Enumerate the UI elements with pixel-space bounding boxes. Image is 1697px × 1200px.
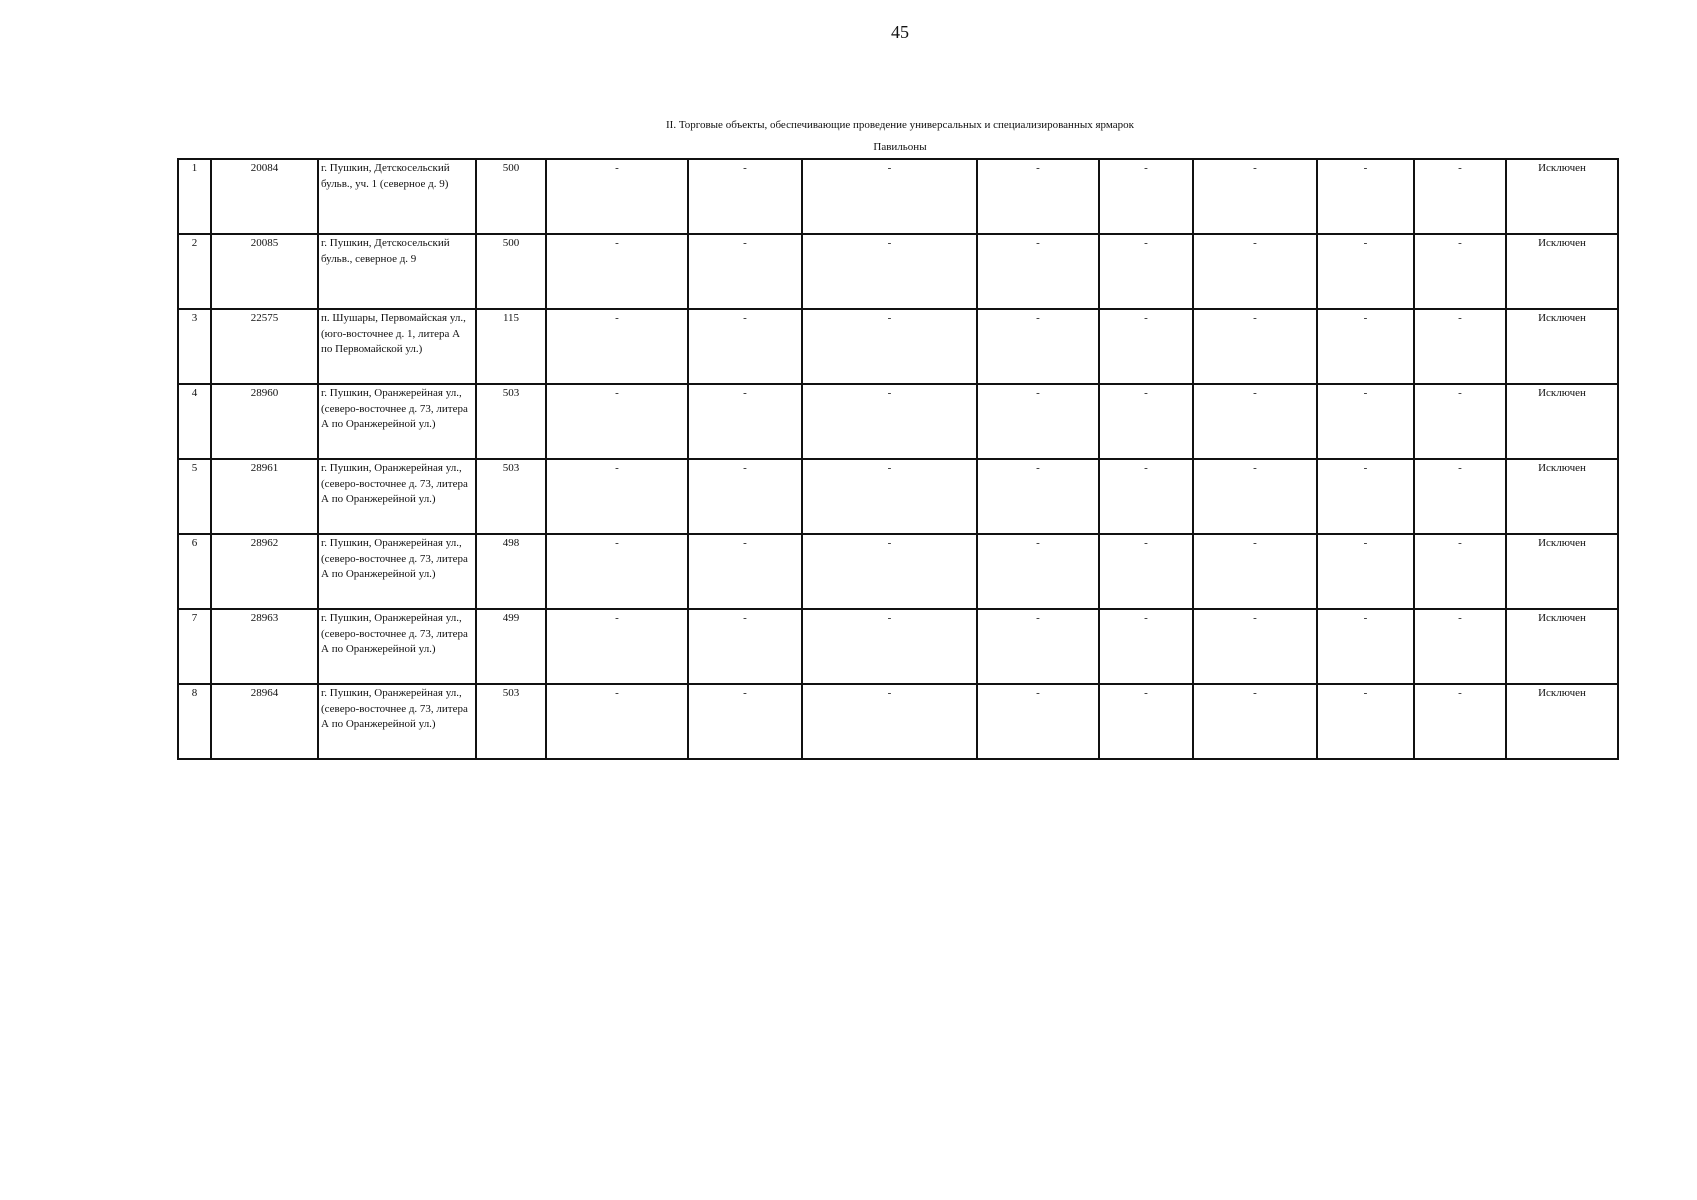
cell-empty-dash: - bbox=[1099, 234, 1193, 309]
cell-empty-dash: - bbox=[802, 534, 977, 609]
cell-registry-number: 28963 bbox=[211, 609, 318, 684]
cell-empty-dash: - bbox=[802, 609, 977, 684]
cell-empty-dash: - bbox=[546, 459, 688, 534]
cell-empty-dash: - bbox=[977, 534, 1099, 609]
cell-empty-dash: - bbox=[1099, 459, 1193, 534]
cell-address: г. Пушкин, Оранжерейная ул., (северо-восточнее д. 73, литера А по Оранжерейной ул.) bbox=[318, 609, 476, 684]
cell-empty-dash: - bbox=[688, 159, 802, 234]
cell-area: 500 bbox=[476, 159, 546, 234]
cell-empty-dash: - bbox=[688, 384, 802, 459]
cell-empty-dash: - bbox=[1414, 384, 1506, 459]
cell-registry-number: 28960 bbox=[211, 384, 318, 459]
table-row bbox=[178, 234, 1618, 309]
cell-area: 499 bbox=[476, 609, 546, 684]
cell-empty-dash: - bbox=[1317, 609, 1414, 684]
cell-empty-dash: - bbox=[1414, 459, 1506, 534]
cell-row-number: 8 bbox=[178, 684, 211, 759]
cell-status: Исключен bbox=[1506, 159, 1618, 234]
cell-empty-dash: - bbox=[802, 309, 977, 384]
cell-empty-dash: - bbox=[977, 384, 1099, 459]
cell-area: 500 bbox=[476, 234, 546, 309]
cell-empty-dash: - bbox=[1317, 684, 1414, 759]
cell-empty-dash: - bbox=[1193, 609, 1317, 684]
cell-empty-dash: - bbox=[1317, 234, 1414, 309]
cell-empty-dash: - bbox=[1193, 534, 1317, 609]
cell-empty-dash: - bbox=[1099, 684, 1193, 759]
table-row bbox=[178, 159, 1618, 234]
cell-empty-dash: - bbox=[1193, 309, 1317, 384]
cell-empty-dash: - bbox=[1317, 534, 1414, 609]
cell-empty-dash: - bbox=[802, 384, 977, 459]
cell-empty-dash: - bbox=[977, 234, 1099, 309]
cell-empty-dash: - bbox=[688, 234, 802, 309]
cell-empty-dash: - bbox=[546, 309, 688, 384]
cell-row-number: 1 bbox=[178, 159, 211, 234]
cell-address: г. Пушкин, Оранжерейная ул., (северо-восточнее д. 73, литера А по Оранжерейной ул.) bbox=[318, 684, 476, 759]
table-row bbox=[178, 459, 1618, 534]
cell-empty-dash: - bbox=[1193, 459, 1317, 534]
cell-status: Исключен bbox=[1506, 309, 1618, 384]
cell-empty-dash: - bbox=[1317, 159, 1414, 234]
cell-empty-dash: - bbox=[546, 159, 688, 234]
cell-empty-dash: - bbox=[546, 534, 688, 609]
cell-area: 503 bbox=[476, 459, 546, 534]
subsection-title: Павильоны bbox=[873, 141, 927, 153]
cell-empty-dash: - bbox=[977, 309, 1099, 384]
table-row bbox=[178, 609, 1618, 684]
table-row bbox=[178, 309, 1618, 384]
cell-status: Исключен bbox=[1506, 234, 1618, 309]
cell-empty-dash: - bbox=[688, 609, 802, 684]
cell-registry-number: 28962 bbox=[211, 534, 318, 609]
cell-empty-dash: - bbox=[1099, 309, 1193, 384]
cell-address: г. Пушкин, Детскосельский бульв., северное д. 9 bbox=[318, 234, 476, 309]
cell-row-number: 4 bbox=[178, 384, 211, 459]
cell-registry-number: 20084 bbox=[211, 159, 318, 234]
cell-empty-dash: - bbox=[1317, 459, 1414, 534]
cell-empty-dash: - bbox=[977, 609, 1099, 684]
cell-row-number: 5 bbox=[178, 459, 211, 534]
cell-address: г. Пушкин, Оранжерейная ул., (северо-восточнее д. 73, литера А по Оранжерейной ул.) bbox=[318, 459, 476, 534]
cell-empty-dash: - bbox=[977, 159, 1099, 234]
cell-empty-dash: - bbox=[802, 159, 977, 234]
cell-empty-dash: - bbox=[1317, 384, 1414, 459]
cell-row-number: 3 bbox=[178, 309, 211, 384]
cell-empty-dash: - bbox=[1414, 309, 1506, 384]
cell-empty-dash: - bbox=[1317, 309, 1414, 384]
cell-area: 503 bbox=[476, 384, 546, 459]
cell-empty-dash: - bbox=[688, 459, 802, 534]
cell-empty-dash: - bbox=[546, 234, 688, 309]
table-row bbox=[178, 384, 1618, 459]
cell-status: Исключен bbox=[1506, 384, 1618, 459]
cell-status: Исключен bbox=[1506, 459, 1618, 534]
cell-registry-number: 28961 bbox=[211, 459, 318, 534]
cell-status: Исключен bbox=[1506, 684, 1618, 759]
cell-registry-number: 20085 bbox=[211, 234, 318, 309]
cell-area: 503 bbox=[476, 684, 546, 759]
cell-empty-dash: - bbox=[1193, 684, 1317, 759]
table-row bbox=[178, 684, 1618, 759]
cell-empty-dash: - bbox=[1193, 159, 1317, 234]
cell-row-number: 7 bbox=[178, 609, 211, 684]
cell-address: г. Пушкин, Детскосельский бульв., уч. 1 (северное д. 9) bbox=[318, 159, 476, 234]
cell-empty-dash: - bbox=[546, 684, 688, 759]
cell-empty-dash: - bbox=[688, 684, 802, 759]
cell-empty-dash: - bbox=[802, 684, 977, 759]
cell-area: 115 bbox=[476, 309, 546, 384]
cell-address: г. Пушкин, Оранжерейная ул., (северо-восточнее д. 73, литера А по Оранжерейной ул.) bbox=[318, 384, 476, 459]
cell-status: Исключен bbox=[1506, 534, 1618, 609]
cell-empty-dash: - bbox=[1414, 684, 1506, 759]
cell-empty-dash: - bbox=[1099, 384, 1193, 459]
cell-address: г. Пушкин, Оранжерейная ул., (северо-восточнее д. 73, литера А по Оранжерейной ул.) bbox=[318, 534, 476, 609]
cell-empty-dash: - bbox=[688, 309, 802, 384]
registry-table bbox=[177, 158, 1619, 760]
cell-empty-dash: - bbox=[1414, 234, 1506, 309]
cell-empty-dash: - bbox=[1193, 234, 1317, 309]
cell-empty-dash: - bbox=[1414, 159, 1506, 234]
cell-empty-dash: - bbox=[977, 459, 1099, 534]
cell-empty-dash: - bbox=[688, 534, 802, 609]
cell-empty-dash: - bbox=[977, 684, 1099, 759]
cell-empty-dash: - bbox=[802, 234, 977, 309]
table-row bbox=[178, 534, 1618, 609]
cell-empty-dash: - bbox=[802, 459, 977, 534]
cell-status: Исключен bbox=[1506, 609, 1618, 684]
cell-empty-dash: - bbox=[546, 609, 688, 684]
cell-empty-dash: - bbox=[1099, 609, 1193, 684]
cell-empty-dash: - bbox=[1414, 534, 1506, 609]
cell-registry-number: 28964 bbox=[211, 684, 318, 759]
cell-address: п. Шушары, Первомайская ул., (юго-восточнее д. 1, литера А по Первомайской ул.) bbox=[318, 309, 476, 384]
cell-row-number: 6 bbox=[178, 534, 211, 609]
cell-empty-dash: - bbox=[1099, 534, 1193, 609]
cell-registry-number: 22575 bbox=[211, 309, 318, 384]
cell-empty-dash: - bbox=[1414, 609, 1506, 684]
cell-empty-dash: - bbox=[546, 384, 688, 459]
cell-empty-dash: - bbox=[1193, 384, 1317, 459]
cell-empty-dash: - bbox=[1099, 159, 1193, 234]
section-title: II. Торговые объекты, обеспечивающие проведение универсальных и специализированных ярмарок bbox=[666, 119, 1134, 131]
cell-area: 498 bbox=[476, 534, 546, 609]
page-number: 45 bbox=[891, 22, 909, 42]
cell-row-number: 2 bbox=[178, 234, 211, 309]
